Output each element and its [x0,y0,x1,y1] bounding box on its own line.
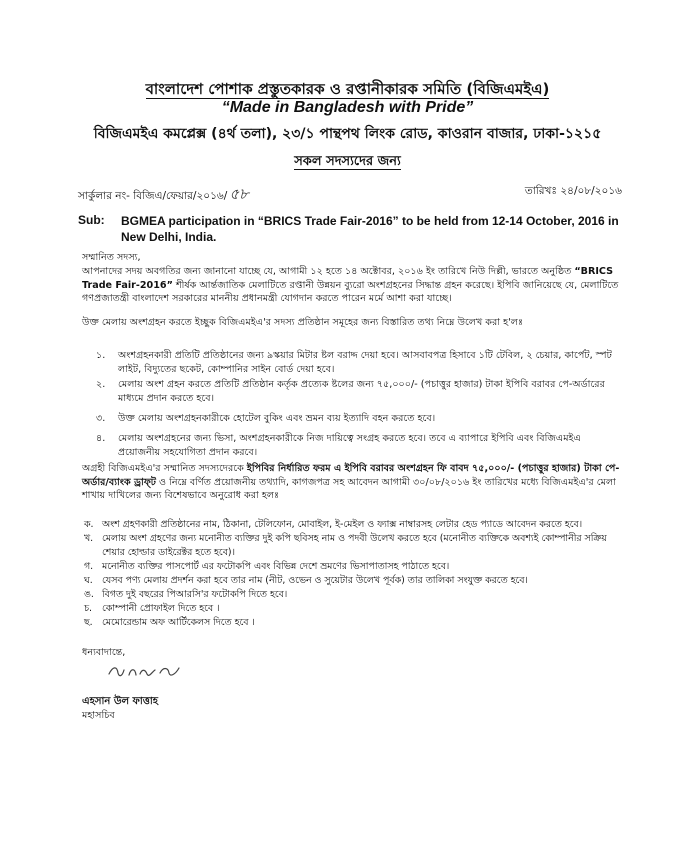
note-part-1: অগ্রহী বিজিএমইএ'র সম্মানিত সদস্যদেরকে [82,463,247,474]
requirement-text: মেমোরেন্ডাম অফ আর্টিকেলস দিতে হবে । [102,617,255,628]
requirement-letter: খ. [84,533,94,544]
org-address: বিজিএমইএ কমপ্লেক্স (৪র্থ তলা), ২৩/১ পান্থপথ লিংক রোড, কাওরান বাজার, ঢাকা-১২১৫ [93,126,602,142]
numbered-item [96,432,626,459]
item-text: মেলায় অংশগ্রহনের জন্য ভিসা, অংশগ্রহনকারীকে নিজ দায়িত্বে সংগ্রহ করতে হবে। তবে এ ব্যাপারে ইপিবি এবং বিজিএমইএ প্রয়োজনীয় সহযোগিতা প্রদান করবে। [118,433,581,458]
item-text: উক্ত মেলায় অংশগ্রহনকারীকে হোটেল বুকিং এবং ভ্রমন ব্যয় ইত্যাদি বহন করতে হবে। [118,413,436,424]
item-number: ৪. [96,433,106,444]
main-part-1: আপনাদের সদয় অবগতির জন্য জানানো যাচ্ছে যে, আগামী ১২ হতে ১৪ অক্টোবর, ২০১৬ ইং তারিখে নিউ দিল্লী, ভারতে অনুষ্ঠিত [82,266,575,277]
main-bold-fair-name: “BRICS Trade Fair-2016” [82,266,614,291]
requirement-item [84,518,632,532]
list-intro: উক্ত মেলায় অংশগ্রহন করতে ইচ্ছুক বিজিএমইএ'র সদস্য প্রতিষ্ঠান সমূহের জন্য বিস্তারিত তথ্য নিম্নে উলেখ করা হ'লঃ [82,317,524,328]
requirement-text: কোম্পানী প্রোফাইল দিতে হবে । [102,603,220,614]
circular-number [78,183,249,208]
item-text: অংশগ্রহনকারী প্রতিটি প্রতিষ্ঠানের জন্য ৯স্কয়ার মিটার ষ্টল বরাদ্দ দেয়া হবে। আসবাবপত্র হিসাবে ১টি টেবিল, ২ চেয়ার, কার্পেট, স্পট লাইট, বিদ্যুতের ছকেট, কোম্পানির সাইন বোর্ড দেয়া হবে। [118,350,612,375]
signatory-title: মহাসচিব [82,710,115,721]
application-note [82,462,630,503]
note-bold-fee: ইপিবির নির্ধারিত ফরম এ ইপিবি বরাবর অংশগ্রহন ফি বাবদ ৭৫,০০০/- (পচাত্তুর হাজার) টাকা পে-অর্ডার/ব্যাংক ড্রাফ্‌ট [82,463,620,488]
handwritten-circular-mark: ৫৮ [229,185,249,203]
requirement-text: বিগত দুই বছরের পিআরসি'র ফটোকপি দিতে হবে। [102,589,288,600]
salutation: সম্মানিত সদস্য, [82,252,141,263]
audience-text: সকল সদস্যদের জন্য [294,154,401,169]
requirement-text: অংশ গ্রহণকারী প্রতিষ্ঠানের নাম, ঠিকানা, টেলিফোন, মোবাইল, ই-মেইল ও ফ্যাক্স নাম্বারসহ লেটার হেড প্যাডে আবেদন করতে হবে। [102,519,583,530]
main-part-2: শীর্ষক আর্ন্তজাতিক মেলাটিতে রপ্তানী উন্নয়ন ব্যুরো অংশগ্রহনের সিদ্ধান্ত গ্রহন করেছে। ইপিবি জানিয়েছে যে, মেলাটিতে গণপ্রজাতন্ত্রী বাংলাদেশ সরকারের মাননীয় প্রধানমন্ত্রী যোগদান করতে পারেন মর্মে আশা করা যাচ্ছে। [82,279,619,304]
subject-label: Sub: [78,213,105,227]
requirement-item [84,616,632,630]
numbered-item [96,378,626,405]
requirement-text: মেলায় অংশ গ্রহণের জন্য মনোনীত ব্যক্তির দুই কপি ছবিসহ নাম ও পদবী উলেখ করতে হবে (মনোনীত ব্যক্তিকে অবশ্যই কোম্পানীর সক্রিয় শেয়ার হোল্ডার ডাইরেক্টর হতে হবে)। [102,533,607,558]
signatory-name: এহসান উল ফাত্তাহ [82,696,159,707]
requirement-item [84,532,632,559]
requirement-letter: ঙ. [84,589,94,600]
numbered-item [96,412,626,426]
slogan: “Made in Bangladesh with Pride” [221,99,474,116]
circular-date: তারিখঃ ২৪/০৮/২০১৬ [524,185,622,197]
requirement-letter: ছ. [84,617,93,628]
audience-heading [0,152,695,173]
requirement-item [84,560,632,574]
main-paragraph [82,265,630,306]
subject-text: BGMEA participation in “BRICS Trade Fair-2016” to be held from 12-14 October, 2016 in New Delhi, India. [121,214,619,244]
item-number: ৩. [96,413,106,424]
org-name-text: বাংলাদেশ পোশাক প্রস্তুতকারক ও রপ্তানীকারক সমিতি (বিজিএমইএ) [145,80,550,98]
requirement-item [84,574,632,588]
requirement-item [84,602,632,616]
numbered-item [96,349,626,376]
handwritten-signature [105,658,195,682]
circular-number-text: সার্কুলার নং- বিজিএ/ফেয়ার/২০১৬/ [78,190,228,202]
note-part-2: ও নিম্নে বর্ণিত প্রয়োজনীয় তথ্যাদি, কাগজপত্র সহ আবেদন আগামী ৩০/০৮/২০১৬ ইং তারিখের মধ্যে বিজিএমইএ'র মেলা শাখায় দাখিলের জন্য বিশেষভাবে অনুরোধ করা হলঃ [82,476,616,501]
requirement-letter: ক. [84,519,94,530]
requirement-letter: গ. [84,561,94,572]
requirement-letter: চ. [84,603,93,614]
item-number: ২. [96,379,106,390]
requirement-letter: ঘ. [84,575,93,586]
requirement-text: মনোনীত ব্যক্তির পাসপোর্ট এর ফটোকপি এবং বিভিন্ন দেশে ভ্রমণের ভিসাপাতাসহ পাঠাতে হবে। [102,561,450,572]
item-text: মেলায় অংশ গ্রহন করতে প্রতিটি প্রতিষ্ঠান কর্তৃক প্রত্যেক ষ্টলের জন্য ৭৫,০০০/- (পচাত্তুর হাজার) টাকা ইপিবি বরাবর পে-অর্ডারের মাধ্যমে প্রদান করতে হবে। [118,379,605,404]
requirement-item [84,588,632,602]
closing-thanks: ধন্যবাদান্তে, [82,647,126,658]
item-number: ১. [96,350,106,361]
requirement-text: যেসব পণ্য মেলায় প্রদর্শন করা হবে তার নাম (নীট, ওভেন ও সুয়েটার উলেখ পূর্বক) তার তালিকা সংযুক্ত করতে হবে। [102,575,528,586]
